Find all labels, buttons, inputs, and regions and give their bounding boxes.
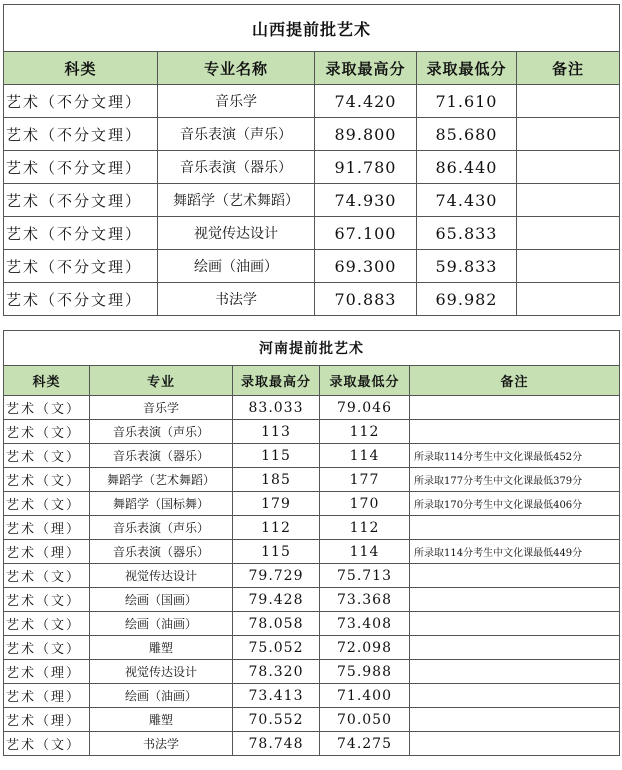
note-cell: [410, 660, 620, 684]
category-cell: 艺术（文）: [4, 588, 90, 612]
note-cell: [410, 732, 620, 756]
high-score-cell: 78.058: [233, 612, 320, 636]
note-cell: [517, 184, 620, 217]
major-cell: 书法学: [90, 732, 233, 756]
high-score-cell: 79.729: [233, 564, 320, 588]
high-score-cell: 185: [233, 468, 320, 492]
low-score-cell: 74.430: [417, 184, 517, 217]
low-score-cell: 177: [320, 468, 410, 492]
note-cell: [410, 420, 620, 444]
note-cell: [410, 708, 620, 732]
low-score-cell: 71.400: [320, 684, 410, 708]
note-cell: [517, 85, 620, 118]
note-cell: [410, 612, 620, 636]
major-cell: 音乐表演（声乐）: [158, 118, 315, 151]
low-score-cell: 112: [320, 516, 410, 540]
low-score-cell: 72.098: [320, 636, 410, 660]
note-cell: [517, 250, 620, 283]
category-cell: 艺术（不分文理）: [4, 151, 158, 184]
high-score-cell: 74.420: [315, 85, 417, 118]
major-cell: 音乐表演（器乐）: [90, 444, 233, 468]
high-score-cell: 115: [233, 444, 320, 468]
category-cell: 艺术（不分文理）: [4, 118, 158, 151]
category-cell: 艺术（理）: [4, 708, 90, 732]
category-cell: 艺术（文）: [4, 420, 90, 444]
note-cell: [410, 588, 620, 612]
major-cell: 舞蹈学（艺术舞蹈）: [90, 468, 233, 492]
note-cell: 所录取170分考生中文化课最低406分: [410, 492, 620, 516]
note-cell: 所录取114分考生中文化课最低452分: [410, 444, 620, 468]
table-row: [4, 85, 620, 118]
category-cell: 艺术（理）: [4, 516, 90, 540]
category-cell: 艺术（文）: [4, 612, 90, 636]
major-cell: 雕塑: [90, 636, 233, 660]
high-score-cell: 78.320: [233, 660, 320, 684]
table-row: [4, 217, 620, 250]
major-cell: 绘画（油画）: [158, 250, 315, 283]
low-score-cell: 85.680: [417, 118, 517, 151]
major-cell: 音乐学: [90, 396, 233, 420]
table-row: [4, 396, 620, 420]
low-score-cell: 114: [320, 540, 410, 564]
high-score-cell: 78.748: [233, 732, 320, 756]
category-cell: 艺术（文）: [4, 564, 90, 588]
col-header-high-score: 录取最高分: [233, 366, 320, 396]
low-score-cell: 69.982: [417, 283, 517, 316]
table-row: [4, 118, 620, 151]
note-cell: [517, 151, 620, 184]
low-score-cell: 112: [320, 420, 410, 444]
high-score-cell: 113: [233, 420, 320, 444]
major-cell: 雕塑: [90, 708, 233, 732]
shanxi-table-title: 山西提前批艺术: [4, 5, 620, 52]
note-cell: 所录取177分考生中文化课最低379分: [410, 468, 620, 492]
low-score-cell: 114: [320, 444, 410, 468]
henan-admission-table: [3, 330, 620, 756]
col-header-high-score: 录取最高分: [315, 52, 417, 85]
high-score-cell: 91.780: [315, 151, 417, 184]
table-row: [4, 516, 620, 540]
low-score-cell: 73.408: [320, 612, 410, 636]
col-header-low-score: 录取最低分: [320, 366, 410, 396]
note-cell: [410, 396, 620, 420]
major-cell: 视觉传达设计: [90, 564, 233, 588]
major-cell: 绘画（油画）: [90, 684, 233, 708]
col-header-major: 专业名称: [158, 52, 315, 85]
high-score-cell: 112: [233, 516, 320, 540]
note-cell: [517, 283, 620, 316]
high-score-cell: 79.428: [233, 588, 320, 612]
table-row: [4, 250, 620, 283]
major-cell: 音乐表演（声乐）: [90, 516, 233, 540]
category-cell: 艺术（文）: [4, 396, 90, 420]
major-cell: 书法学: [158, 283, 315, 316]
low-score-cell: 71.610: [417, 85, 517, 118]
note-cell: [410, 564, 620, 588]
henan-table-title: 河南提前批艺术: [4, 331, 620, 366]
major-cell: 舞蹈学（国标舞）: [90, 492, 233, 516]
high-score-cell: 67.100: [315, 217, 417, 250]
category-cell: 艺术（不分文理）: [4, 250, 158, 283]
table-row: [4, 283, 620, 316]
col-header-major: 专业: [90, 366, 233, 396]
table-row: [4, 420, 620, 444]
table-row: [4, 708, 620, 732]
shanxi-admission-table: [3, 4, 620, 316]
category-cell: 艺术（理）: [4, 540, 90, 564]
col-header-category: 科类: [4, 52, 158, 85]
note-cell: [517, 217, 620, 250]
low-score-cell: 74.275: [320, 732, 410, 756]
note-cell: 所录取114分考生中文化课最低449分: [410, 540, 620, 564]
table-row: [4, 184, 620, 217]
table-row: [4, 151, 620, 184]
major-cell: 绘画（油画）: [90, 612, 233, 636]
shanxi-header-row: [4, 52, 620, 85]
table-row: [4, 732, 620, 756]
major-cell: 音乐表演（声乐）: [90, 420, 233, 444]
major-cell: 视觉传达设计: [158, 217, 315, 250]
high-score-cell: 70.552: [233, 708, 320, 732]
table-row: [4, 660, 620, 684]
category-cell: 艺术（不分文理）: [4, 217, 158, 250]
category-cell: 艺术（文）: [4, 468, 90, 492]
category-cell: 艺术（不分文理）: [4, 85, 158, 118]
table-row: [4, 468, 620, 492]
high-score-cell: 115: [233, 540, 320, 564]
high-score-cell: 83.033: [233, 396, 320, 420]
high-score-cell: 69.300: [315, 250, 417, 283]
table-row: [4, 636, 620, 660]
low-score-cell: 59.833: [417, 250, 517, 283]
major-cell: 视觉传达设计: [90, 660, 233, 684]
major-cell: 音乐学: [158, 85, 315, 118]
category-cell: 艺术（文）: [4, 492, 90, 516]
table-row: [4, 492, 620, 516]
table-row: [4, 564, 620, 588]
category-cell: 艺术（理）: [4, 684, 90, 708]
major-cell: 舞蹈学（艺术舞蹈）: [158, 184, 315, 217]
low-score-cell: 70.050: [320, 708, 410, 732]
high-score-cell: 89.800: [315, 118, 417, 151]
category-cell: 艺术（理）: [4, 660, 90, 684]
col-header-low-score: 录取最低分: [417, 52, 517, 85]
note-cell: [410, 684, 620, 708]
high-score-cell: 70.883: [315, 283, 417, 316]
category-cell: 艺术（文）: [4, 444, 90, 468]
low-score-cell: 65.833: [417, 217, 517, 250]
low-score-cell: 79.046: [320, 396, 410, 420]
note-cell: [410, 636, 620, 660]
col-header-note: 备注: [410, 366, 620, 396]
category-cell: 艺术（不分文理）: [4, 184, 158, 217]
table-row: [4, 540, 620, 564]
major-cell: 音乐表演（器乐）: [90, 540, 233, 564]
major-cell: 音乐表演（器乐）: [158, 151, 315, 184]
category-cell: 艺术（不分文理）: [4, 283, 158, 316]
note-cell: [517, 118, 620, 151]
high-score-cell: 179: [233, 492, 320, 516]
high-score-cell: 73.413: [233, 684, 320, 708]
table-row: [4, 684, 620, 708]
henan-header-row: [4, 366, 620, 396]
high-score-cell: 74.930: [315, 184, 417, 217]
low-score-cell: 73.368: [320, 588, 410, 612]
low-score-cell: 75.988: [320, 660, 410, 684]
table-row: [4, 444, 620, 468]
low-score-cell: 75.713: [320, 564, 410, 588]
table-row: [4, 588, 620, 612]
table-row: [4, 612, 620, 636]
category-cell: 艺术（文）: [4, 636, 90, 660]
high-score-cell: 75.052: [233, 636, 320, 660]
note-cell: [410, 516, 620, 540]
col-header-category: 科类: [4, 366, 90, 396]
low-score-cell: 86.440: [417, 151, 517, 184]
category-cell: 艺术（文）: [4, 732, 90, 756]
major-cell: 绘画（国画）: [90, 588, 233, 612]
low-score-cell: 170: [320, 492, 410, 516]
col-header-note: 备注: [517, 52, 620, 85]
